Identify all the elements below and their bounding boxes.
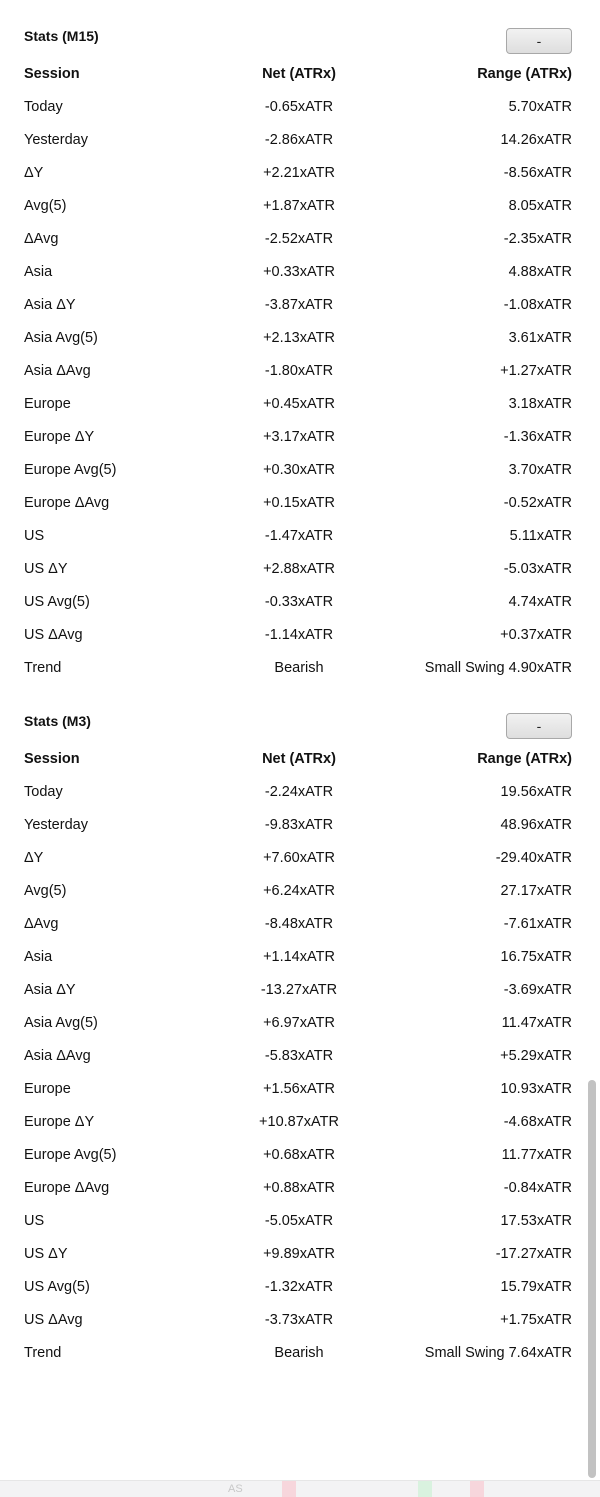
session-label: Europe	[24, 1081, 71, 1097]
table-row	[0, 908, 584, 941]
range-value: 17.53xATR	[500, 1213, 572, 1229]
range-value: 4.88xATR	[508, 264, 572, 280]
session-label: Europe ΔAvg	[24, 1180, 110, 1196]
range-value: 3.61xATR	[508, 330, 572, 346]
range-value: -8.56xATR	[503, 165, 572, 181]
table-row	[0, 1007, 584, 1040]
session-label: Asia Avg(5)	[24, 1015, 98, 1031]
range-value: 3.18xATR	[508, 396, 572, 412]
net-value: -1.47xATR	[264, 528, 334, 544]
table-row	[0, 322, 584, 355]
session-label: Today	[24, 99, 63, 115]
table-row	[0, 1073, 584, 1106]
session-label: ΔY	[24, 165, 44, 181]
swing-value: Small Swing 4.90xATR	[424, 660, 572, 676]
range-value: 10.93xATR	[500, 1081, 572, 1097]
net-value: -13.27xATR	[260, 982, 338, 998]
range-value: 48.96xATR	[500, 817, 572, 833]
table-row	[0, 586, 584, 619]
section-title: Stats (M15)	[24, 28, 99, 44]
trend-value: Bearish	[274, 1345, 324, 1361]
table-row	[0, 1172, 584, 1205]
range-value: 27.17xATR	[500, 883, 572, 899]
table-row	[0, 974, 584, 1007]
table-row-trend	[0, 1337, 584, 1370]
range-value: -0.84xATR	[503, 1180, 572, 1196]
session-label: Europe ΔY	[24, 429, 95, 445]
net-value: +6.24xATR	[263, 883, 335, 899]
session-label: Yesterday	[24, 132, 88, 148]
table-row	[0, 1106, 584, 1139]
table-row	[0, 1040, 584, 1073]
net-value: -5.05xATR	[264, 1213, 334, 1229]
net-value: -0.33xATR	[264, 594, 334, 610]
table-row	[0, 809, 584, 842]
session-label: Avg(5)	[24, 198, 67, 214]
range-value: -4.68xATR	[503, 1114, 572, 1130]
table-row	[0, 1271, 584, 1304]
session-label: US ΔAvg	[24, 1312, 83, 1328]
table-row	[0, 842, 584, 875]
table-row	[0, 256, 584, 289]
strip-label: AS	[228, 1483, 243, 1495]
range-value: +1.75xATR	[500, 1312, 572, 1328]
net-value: +0.15xATR	[263, 495, 335, 511]
net-value: +2.13xATR	[263, 330, 335, 346]
net-value: +10.87xATR	[259, 1114, 339, 1130]
net-value: -8.48xATR	[264, 916, 334, 932]
table-row	[0, 355, 584, 388]
net-value: +9.89xATR	[263, 1246, 335, 1262]
session-label: Asia Avg(5)	[24, 330, 98, 346]
table-row	[0, 776, 584, 809]
column-header-session: Session	[24, 751, 80, 767]
net-value: -1.14xATR	[264, 627, 334, 643]
range-value: +0.37xATR	[500, 627, 572, 643]
range-value: 5.70xATR	[508, 99, 572, 115]
net-value: +3.17xATR	[263, 429, 335, 445]
collapse-button[interactable]: -	[506, 28, 572, 54]
table-row	[0, 124, 584, 157]
session-label: US Avg(5)	[24, 1279, 90, 1295]
net-value: -2.24xATR	[264, 784, 334, 800]
session-label: Today	[24, 784, 63, 800]
net-value: -3.87xATR	[264, 297, 334, 313]
collapse-button[interactable]: -	[506, 713, 572, 739]
section-title: Stats (M3)	[24, 713, 91, 729]
table-row	[0, 875, 584, 908]
range-value: -3.69xATR	[503, 982, 572, 998]
strip-marker	[282, 1481, 296, 1497]
net-value: -1.80xATR	[264, 363, 334, 379]
range-value: +5.29xATR	[500, 1048, 572, 1064]
session-label: Europe	[24, 396, 71, 412]
column-header-net: Net (ATRx)	[262, 66, 336, 82]
session-label: Yesterday	[24, 817, 88, 833]
range-value: +1.27xATR	[500, 363, 572, 379]
session-label: Europe ΔY	[24, 1114, 95, 1130]
range-value: -1.08xATR	[503, 297, 572, 313]
bottom-strip	[0, 1480, 600, 1497]
net-value: +0.45xATR	[263, 396, 335, 412]
table-row	[0, 223, 584, 256]
session-label: US	[24, 528, 45, 544]
session-label: Avg(5)	[24, 883, 67, 899]
range-value: 15.79xATR	[500, 1279, 572, 1295]
net-value: +0.30xATR	[263, 462, 335, 478]
column-header-range: Range (ATRx)	[477, 66, 572, 82]
net-value: +1.87xATR	[263, 198, 335, 214]
session-label: Europe Avg(5)	[24, 1147, 117, 1163]
net-value: +0.33xATR	[263, 264, 335, 280]
net-value: -3.73xATR	[264, 1312, 334, 1328]
session-label: Asia ΔY	[24, 982, 76, 998]
range-value: -17.27xATR	[495, 1246, 572, 1262]
session-label: Asia ΔY	[24, 297, 76, 313]
table-row	[0, 487, 584, 520]
session-label: Asia	[24, 264, 53, 280]
net-value: -2.86xATR	[264, 132, 334, 148]
table-row	[0, 553, 584, 586]
session-label: US ΔY	[24, 1246, 68, 1262]
stats-section-m3	[0, 705, 584, 1370]
strip-marker	[418, 1481, 432, 1497]
net-value: -2.52xATR	[264, 231, 334, 247]
net-value: +2.21xATR	[263, 165, 335, 181]
section-header	[0, 20, 584, 58]
net-value: -5.83xATR	[264, 1048, 334, 1064]
table-row	[0, 190, 584, 223]
strip-marker	[470, 1481, 484, 1497]
net-value: +0.68xATR	[263, 1147, 335, 1163]
range-value: 16.75xATR	[500, 949, 572, 965]
session-label: Europe ΔAvg	[24, 495, 110, 511]
net-value: -0.65xATR	[264, 99, 334, 115]
range-value: 4.74xATR	[508, 594, 572, 610]
range-value: -5.03xATR	[503, 561, 572, 577]
session-label: US ΔAvg	[24, 627, 83, 643]
net-value: +6.97xATR	[263, 1015, 335, 1031]
table-row	[0, 91, 584, 124]
net-value: +2.88xATR	[263, 561, 335, 577]
range-value: -2.35xATR	[503, 231, 572, 247]
column-header-net: Net (ATRx)	[262, 751, 336, 767]
table-header-row	[0, 58, 584, 91]
table-row	[0, 454, 584, 487]
session-label: ΔY	[24, 850, 44, 866]
table-header-row	[0, 743, 584, 776]
scrollbar-thumb[interactable]	[588, 1080, 596, 1478]
range-value: -1.36xATR	[503, 429, 572, 445]
session-label: ΔAvg	[24, 916, 59, 932]
range-value: 11.47xATR	[501, 1015, 572, 1031]
table-row	[0, 157, 584, 190]
table-row	[0, 520, 584, 553]
range-value: -29.40xATR	[495, 850, 572, 866]
session-label: US Avg(5)	[24, 594, 90, 610]
table-row	[0, 289, 584, 322]
net-value: +0.88xATR	[263, 1180, 335, 1196]
table-row-trend	[0, 652, 584, 685]
session-label: Asia	[24, 949, 53, 965]
table-row	[0, 1205, 584, 1238]
table-row	[0, 1304, 584, 1337]
table-row	[0, 1238, 584, 1271]
session-label: Asia ΔAvg	[24, 1048, 91, 1064]
net-value: -9.83xATR	[264, 817, 334, 833]
session-label: US ΔY	[24, 561, 68, 577]
session-label: Trend	[24, 660, 62, 676]
stats-section-m15	[0, 20, 584, 685]
net-value: +7.60xATR	[263, 850, 335, 866]
net-value: +1.56xATR	[263, 1081, 335, 1097]
session-label: US	[24, 1213, 45, 1229]
range-value: -7.61xATR	[503, 916, 572, 932]
session-label: Asia ΔAvg	[24, 363, 91, 379]
net-value: +1.14xATR	[263, 949, 335, 965]
range-value: -0.52xATR	[503, 495, 572, 511]
table-row	[0, 421, 584, 454]
net-value: -1.32xATR	[264, 1279, 334, 1295]
range-value: 5.11xATR	[509, 528, 572, 544]
table-row	[0, 388, 584, 421]
session-label: Trend	[24, 1345, 62, 1361]
column-header-range: Range (ATRx)	[477, 751, 572, 767]
swing-value: Small Swing 7.64xATR	[424, 1345, 572, 1361]
table-row	[0, 941, 584, 974]
range-value: 8.05xATR	[508, 198, 572, 214]
range-value: 14.26xATR	[500, 132, 572, 148]
range-value: 19.56xATR	[500, 784, 572, 800]
trend-value: Bearish	[274, 660, 324, 676]
session-label: Europe Avg(5)	[24, 462, 117, 478]
section-header	[0, 705, 584, 743]
session-label: ΔAvg	[24, 231, 59, 247]
range-value: 11.77xATR	[501, 1147, 572, 1163]
range-value: 3.70xATR	[508, 462, 572, 478]
table-row	[0, 619, 584, 652]
column-header-session: Session	[24, 66, 80, 82]
table-row	[0, 1139, 584, 1172]
